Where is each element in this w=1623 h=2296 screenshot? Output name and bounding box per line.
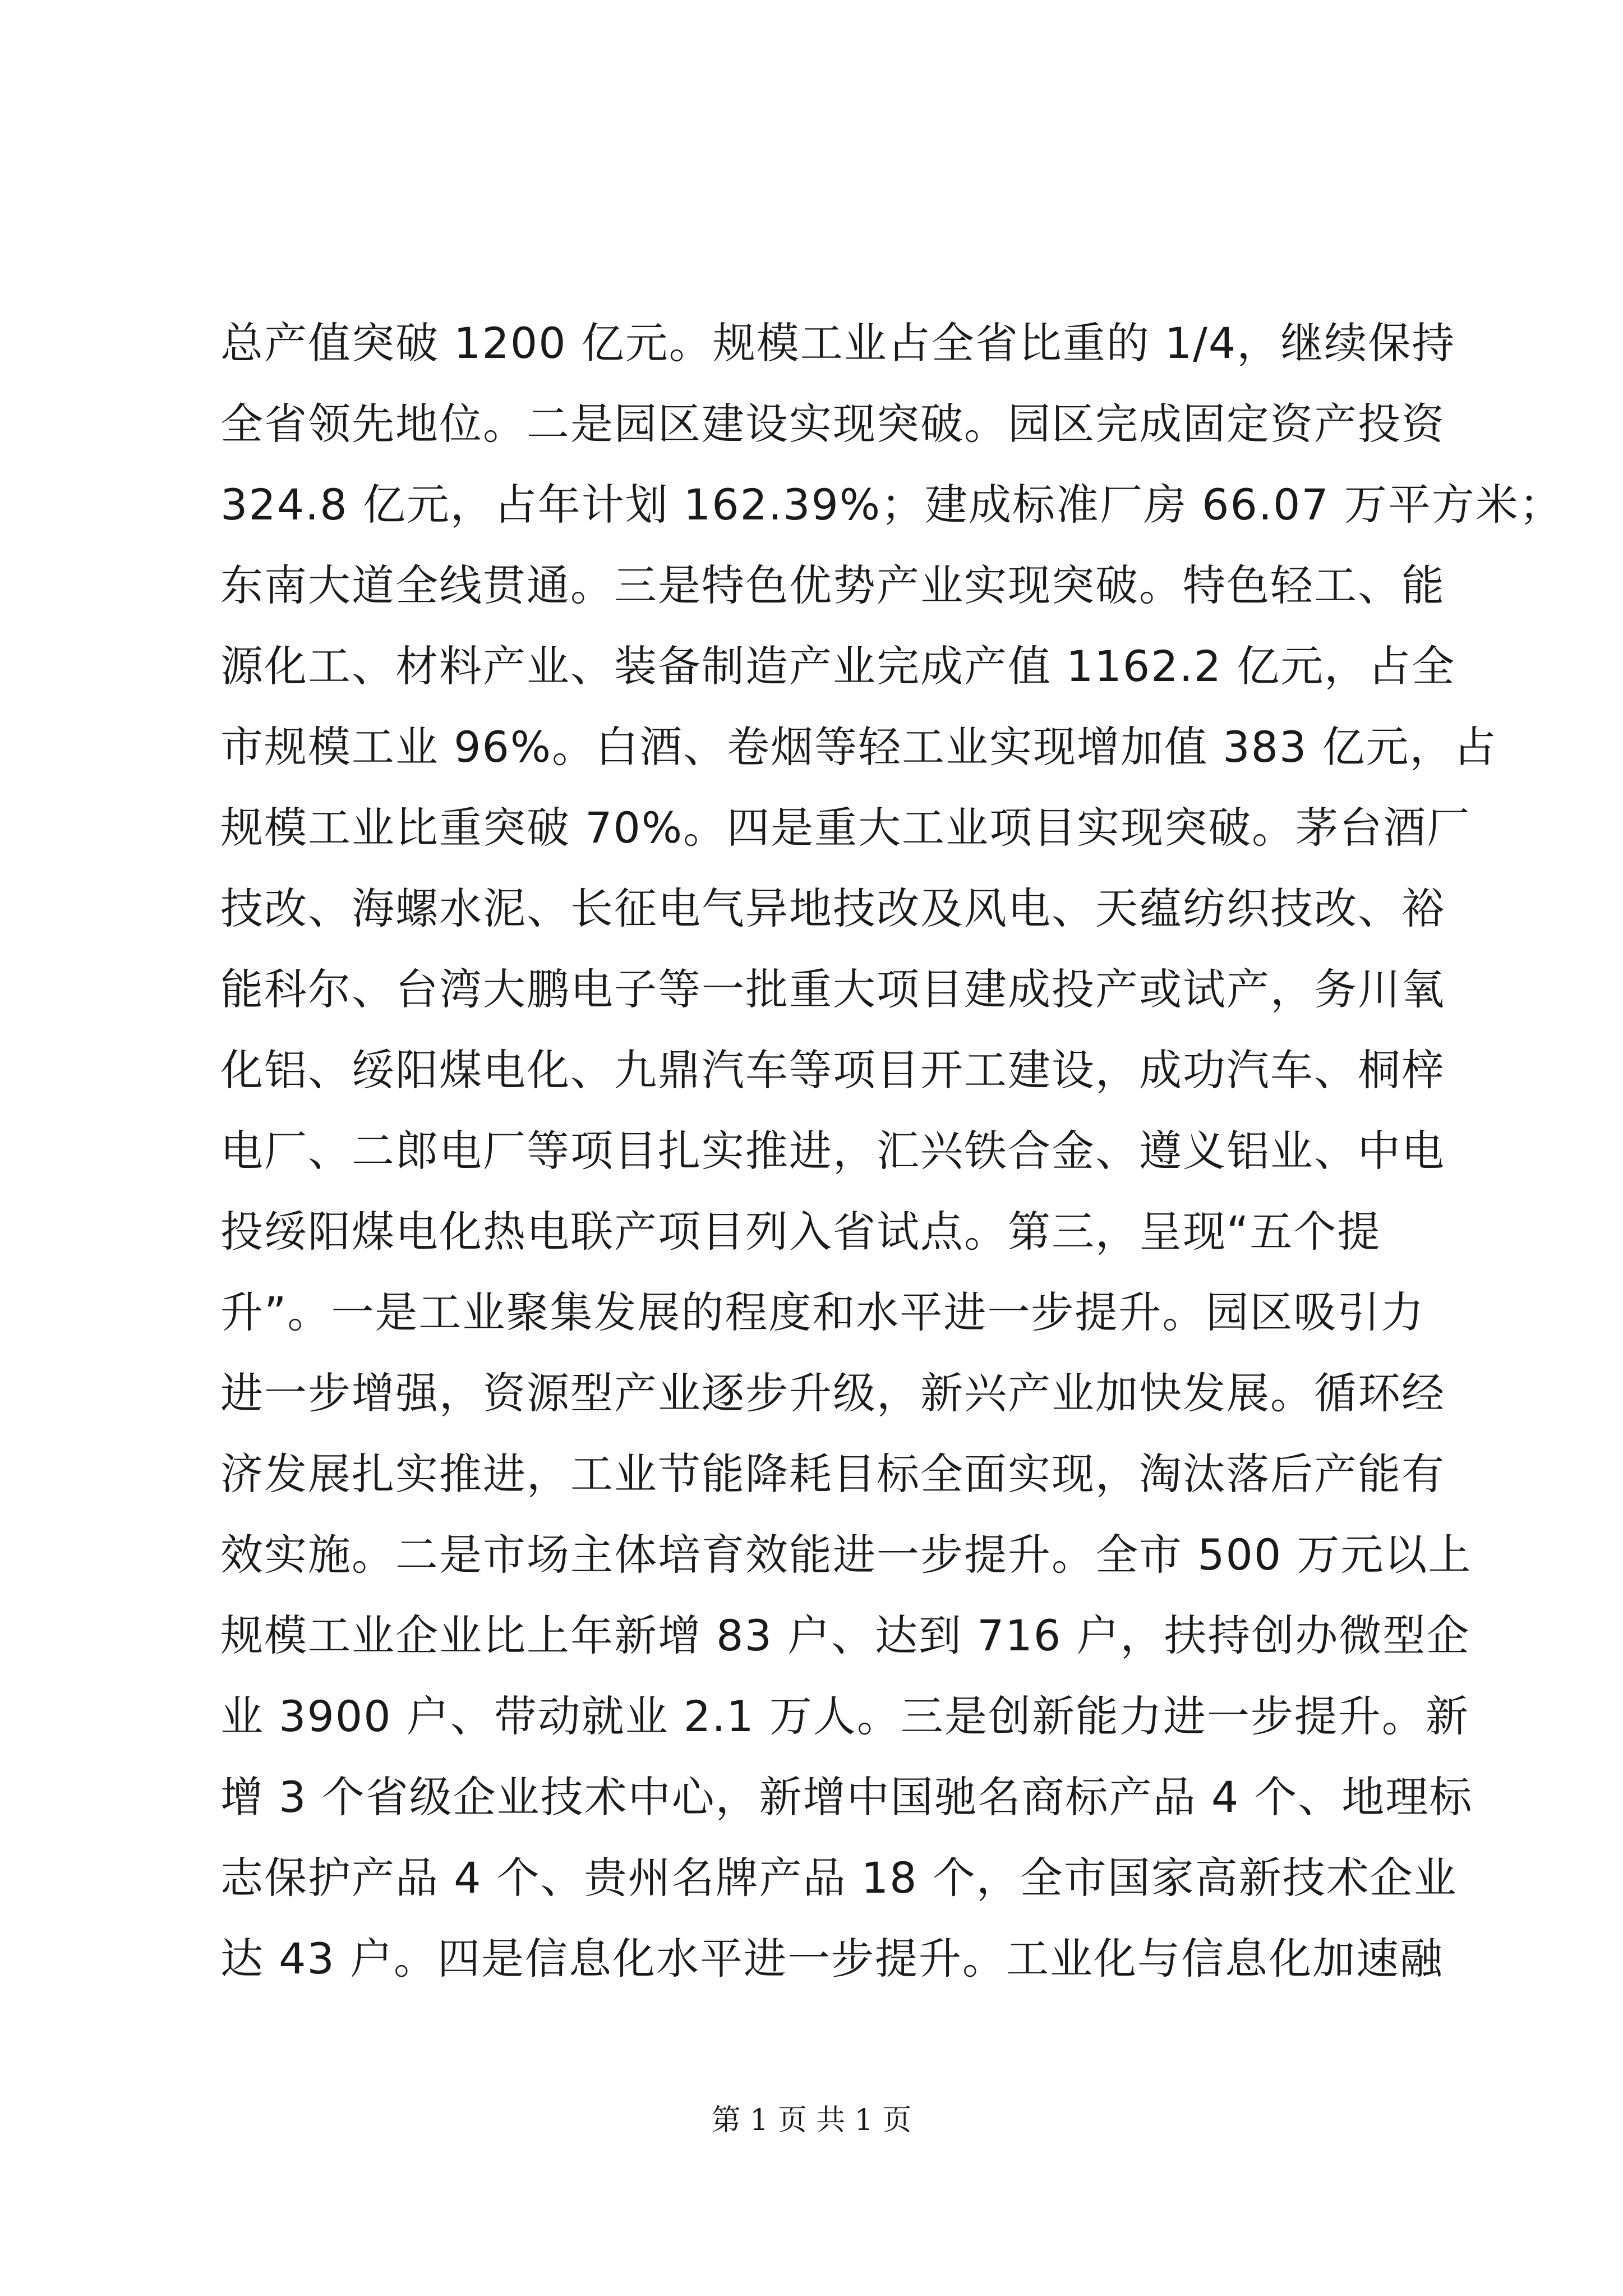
text-line-12: 投绥阳煤电化热电联产项目列入省试点。第三，呈现“五个提 [220,1207,1381,1257]
text-line-17: 规模工业企业比上年新增 83 户、达到 716 户，扶持创办微型企 [220,1611,1470,1660]
text-line-14: 进一步增强，资源型产业逐步升级，新兴产业加快发展。循环经 [220,1368,1445,1418]
text-line-2: 全省领先地位。二是园区建设实现突破。园区完成固定资产投资 [220,399,1445,449]
text-line-18: 业 3900 户、带动就业 2.1 万人。三是创新能力进一步提升。新 [220,1691,1469,1741]
text-line-15: 济发展扎实推进，工业节能降耗目标全面实现，淘汰落后产能有 [220,1449,1445,1499]
text-line-16: 效实施。二是市场主体培育效能进一步提升。全市 500 万元以上 [220,1530,1472,1580]
text-line-21: 达 43 户。四是信息化水平进一步提升。工业化与信息化加速融 [220,1934,1444,1984]
text-line-5: 源化工、材料产业、装备制造产业完成产值 1162.2 亿元，占全 [220,641,1456,691]
text-line-11: 电厂、二郎电厂等项目扎实推进，汇兴铁合金、遵义铝业、中电 [220,1126,1445,1176]
text-line-9: 能科尔、台湾大鹏电子等一批重大项目建成投产或试产，务川氧 [220,964,1445,1014]
text-line-20: 志保护产品 4 个、贵州名牌产品 18 个，全市国家高新技术企业 [220,1853,1458,1903]
text-line-10: 化铝、绥阳煤电化、九鼎汽车等项目开工建设，成功汽车、桐梓 [220,1045,1445,1095]
text-line-7: 规模工业比重突破 70%。四是重大工业项目实现突破。茅台酒厂 [220,803,1471,853]
text-line-3: 324.8 亿元，占年计划 162.39%；建成标准厂房 66.07 万平方米； [220,480,1563,530]
page-number-footer: 第 1 页 共 1 页 [711,2104,912,2137]
text-line-8: 技改、海螺水泥、长征电气异地技改及风电、天蕴纺织技改、裕 [220,884,1445,933]
text-line-4: 东南大道全线贯通。三是特色优势产业实现突破。特色轻工、能 [220,560,1445,610]
text-line-1: 总产值突破 1200 亿元。规模工业占全省比重的 1/4，继续保持 [220,318,1456,368]
text-line-19: 增 3 个省级企业技术中心，新增中国驰名商标产品 4 个、地理标 [220,1772,1473,1822]
text-line-13: 升”。一是工业聚集发展的程度和水平进一步提升。园区吸引力 [220,1287,1425,1337]
body-text [220,303,1563,1999]
text-line-6: 市规模工业 96%。白酒、卷烟等轻工业实现增加值 383 亿元，占 [220,722,1497,772]
